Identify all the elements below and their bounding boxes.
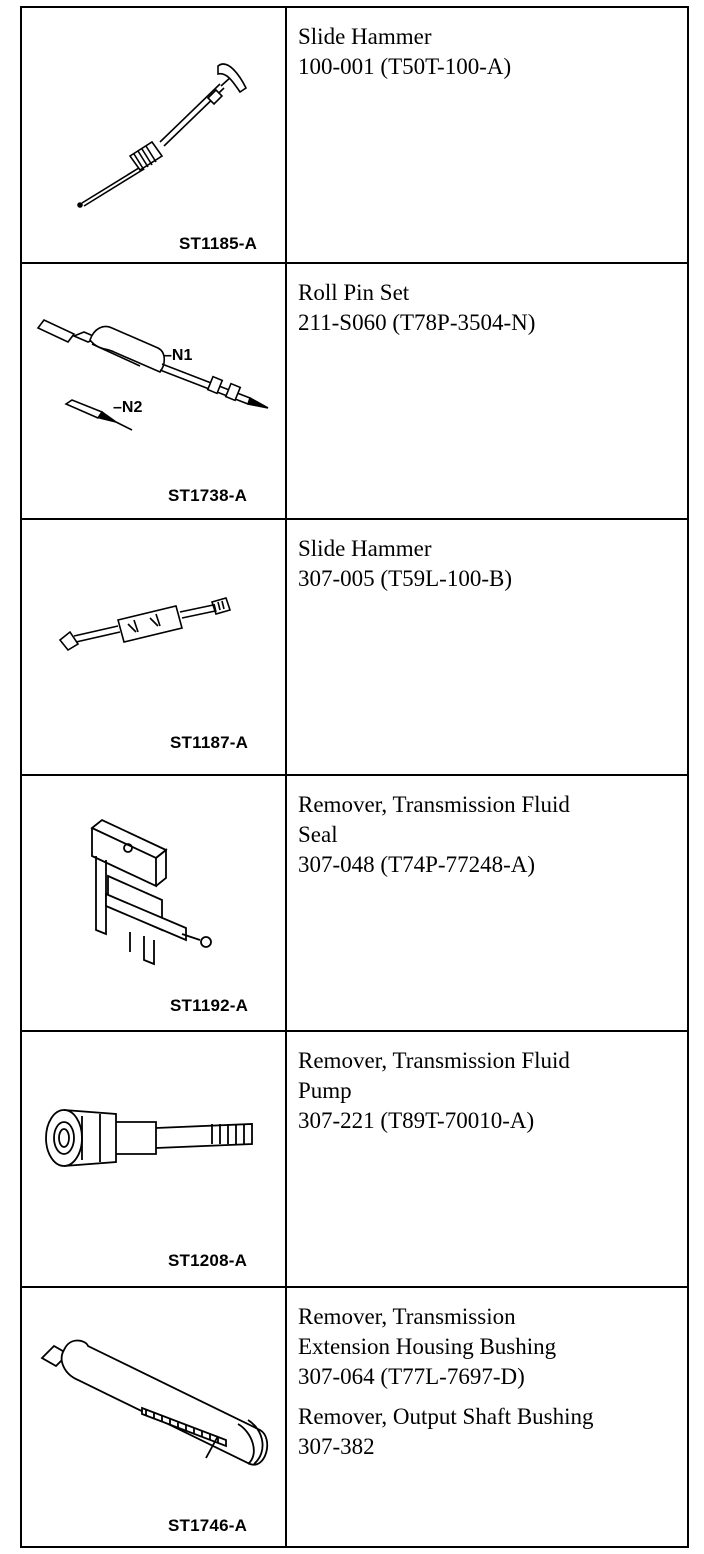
special-tools-table <box>20 6 689 1548</box>
seal-remover-illustration <box>22 776 287 1030</box>
tool-name-continued: Pump <box>298 1078 352 1103</box>
bushing-remover-illustration <box>22 1288 287 1546</box>
tool-illustration-cell <box>21 519 286 775</box>
tool-description-cell <box>286 1031 688 1287</box>
tool-part-number: 307-005 (T59L-100-B) <box>298 566 512 591</box>
tool-row <box>21 775 688 1031</box>
tool-row <box>21 519 688 775</box>
tool-part-number: 307-221 (T89T-70010-A) <box>298 1108 535 1133</box>
tool-illustration-cell <box>21 263 286 519</box>
illustration-ref-code: ST1738-A <box>168 486 248 505</box>
tool-row <box>21 7 688 263</box>
tool-name: Remover, Transmission <box>298 1304 516 1329</box>
tool-row <box>21 263 688 519</box>
tool-description-cell <box>286 1287 688 1547</box>
tool-name: Slide Hammer <box>298 24 432 49</box>
tool-name-continued: Extension Housing Bushing <box>298 1334 557 1359</box>
tool-description-cell <box>286 263 688 519</box>
roll-pin-set-illustration <box>22 264 287 518</box>
tool-illustration-cell <box>21 7 286 263</box>
tool-name: Remover, Transmission Fluid <box>298 1048 570 1073</box>
tool-name: Roll Pin Set <box>298 280 410 305</box>
tool-illustration-cell <box>21 1031 286 1287</box>
tool-part-number: 307-064 (T77L-7697-D) <box>298 1364 525 1389</box>
tool-part-number: 100-001 (T50T-100-A) <box>298 54 512 79</box>
illustration-ref-code: ST1187-A <box>170 733 249 752</box>
illustration-ref-code: ST1185-A <box>179 234 258 253</box>
tool-name: Remover, Transmission Fluid <box>298 792 570 817</box>
tool-part-number: 211-S060 (T78P-3504-N) <box>298 310 536 335</box>
tool-part-number-secondary: 307-382 <box>298 1434 375 1459</box>
callout-n2: –N2 <box>113 399 143 416</box>
illustration-ref-code: ST1746-A <box>168 1516 248 1535</box>
tool-row <box>21 1031 688 1287</box>
tool-part-number: 307-048 (T74P-77248-A) <box>298 852 535 877</box>
tool-name: Slide Hammer <box>298 536 432 561</box>
illustration-ref-code: ST1208-A <box>168 1251 248 1270</box>
tool-illustration-cell <box>21 775 286 1031</box>
tool-row <box>21 1287 688 1547</box>
pump-remover-illustration <box>22 1032 287 1286</box>
illustration-ref-code: ST1192-A <box>170 996 249 1015</box>
tool-name-secondary: Remover, Output Shaft Bushing <box>298 1404 594 1429</box>
tool-description-cell <box>286 7 688 263</box>
tool-description-cell <box>286 519 688 775</box>
tool-description-cell <box>286 775 688 1031</box>
callout-n1: –N1 <box>163 347 193 364</box>
slide-hammer-illustration <box>22 8 287 262</box>
tool-name-continued: Seal <box>298 822 338 847</box>
tool-illustration-cell <box>21 1287 286 1547</box>
